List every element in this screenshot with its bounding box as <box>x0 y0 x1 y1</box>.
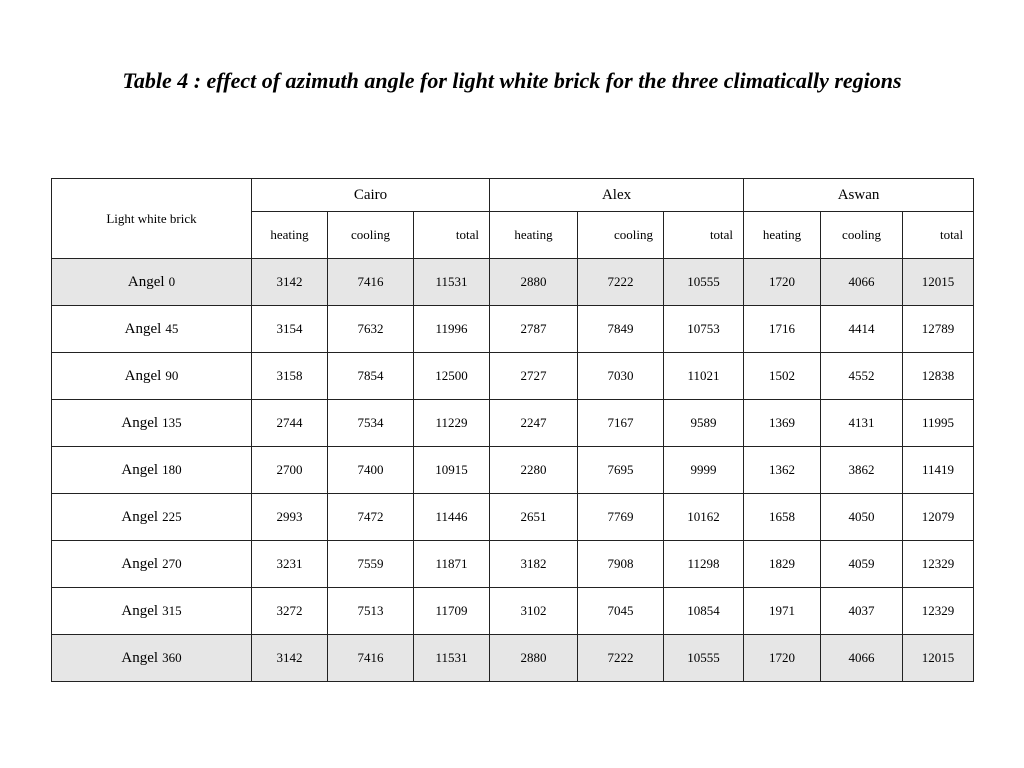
cairo-cooling-header: cooling <box>328 212 414 259</box>
table-row <box>52 588 974 635</box>
row-label <box>52 353 252 400</box>
table-row <box>52 353 974 400</box>
table-cell: 11298 <box>664 541 744 588</box>
table-cell: 7030 <box>578 353 664 400</box>
row-angle: 45 <box>165 320 179 336</box>
table-cell: 12500 <box>414 353 490 400</box>
table-cell: 7769 <box>578 494 664 541</box>
alex-total-header: total <box>664 212 744 259</box>
table-cell: 7908 <box>578 541 664 588</box>
table-cell: 2880 <box>490 259 578 306</box>
row-angle: 270 <box>162 555 182 571</box>
table-cell: 11531 <box>414 259 490 306</box>
table-cell: 11446 <box>414 494 490 541</box>
table-cell: 12015 <box>903 259 974 306</box>
table-row <box>52 494 974 541</box>
cairo-total-header: total <box>414 212 490 259</box>
table-cell: 3158 <box>252 353 328 400</box>
table-row <box>52 635 974 682</box>
aswan-total-header: total <box>903 212 974 259</box>
row-label-text: Angel <box>121 414 159 431</box>
row-angle: 180 <box>162 461 182 477</box>
row-label <box>52 588 252 635</box>
row-label-text: Angel <box>124 367 162 384</box>
table-cell: 10753 <box>664 306 744 353</box>
table-cell: 2727 <box>490 353 578 400</box>
row-label <box>52 541 252 588</box>
table-row <box>52 306 974 353</box>
region-header-row <box>52 179 974 212</box>
table-cell: 11871 <box>414 541 490 588</box>
table-cell: 3142 <box>252 635 328 682</box>
table-cell: 3231 <box>252 541 328 588</box>
row-label-text: Angel <box>121 555 159 572</box>
table-cell: 12329 <box>903 588 974 635</box>
table-cell: 7045 <box>578 588 664 635</box>
table-cell: 12789 <box>903 306 974 353</box>
alex-cooling-header: cooling <box>578 212 664 259</box>
table-cell: 2247 <box>490 400 578 447</box>
region-aswan: Aswan <box>744 179 974 212</box>
table-cell: 4552 <box>821 353 903 400</box>
corner-label: Light white brick <box>52 179 252 259</box>
table-cell: 7849 <box>578 306 664 353</box>
table-cell: 10555 <box>664 635 744 682</box>
table-cell: 7400 <box>328 447 414 494</box>
row-label-text: Angel <box>121 461 159 478</box>
table-cell: 4059 <box>821 541 903 588</box>
table-cell: 10854 <box>664 588 744 635</box>
table-cell: 11995 <box>903 400 974 447</box>
table-title: Table 4 : effect of azimuth angle for light white brick for the three climatically regions <box>122 68 902 93</box>
table-cell: 10555 <box>664 259 744 306</box>
row-angle: 315 <box>162 602 182 618</box>
row-label <box>52 400 252 447</box>
table-cell: 11531 <box>414 635 490 682</box>
table-cell: 4037 <box>821 588 903 635</box>
table-cell: 4066 <box>821 635 903 682</box>
row-angle: 225 <box>162 508 182 524</box>
table-cell: 4414 <box>821 306 903 353</box>
table-cell: 1658 <box>744 494 821 541</box>
table-cell: 1829 <box>744 541 821 588</box>
table-cell: 2651 <box>490 494 578 541</box>
table-cell: 9589 <box>664 400 744 447</box>
table-cell: 2993 <box>252 494 328 541</box>
row-angle: 0 <box>168 273 176 289</box>
table-cell: 12079 <box>903 494 974 541</box>
table-cell: 4050 <box>821 494 903 541</box>
row-label <box>52 259 252 306</box>
region-alex: Alex <box>490 179 744 212</box>
table-cell: 7167 <box>578 400 664 447</box>
row-label-text: Angel <box>121 602 159 619</box>
table-cell: 11419 <box>903 447 974 494</box>
table-cell: 2280 <box>490 447 578 494</box>
table-cell: 12015 <box>903 635 974 682</box>
table-cell: 3102 <box>490 588 578 635</box>
table-cell: 12329 <box>903 541 974 588</box>
table-cell: 11229 <box>414 400 490 447</box>
table-cell: 7222 <box>578 259 664 306</box>
aswan-cooling-header: cooling <box>821 212 903 259</box>
row-angle: 135 <box>162 414 182 430</box>
table-cell: 10162 <box>664 494 744 541</box>
cairo-heating-header: heating <box>252 212 328 259</box>
alex-heating-header: heating <box>490 212 578 259</box>
table-cell: 1369 <box>744 400 821 447</box>
row-label <box>52 306 252 353</box>
table-cell: 11709 <box>414 588 490 635</box>
table-cell: 2744 <box>252 400 328 447</box>
table-cell: 2880 <box>490 635 578 682</box>
table-cell: 7534 <box>328 400 414 447</box>
table-cell: 10915 <box>414 447 490 494</box>
table-cell: 2700 <box>252 447 328 494</box>
table-cell: 4066 <box>821 259 903 306</box>
aswan-heating-header: heating <box>744 212 821 259</box>
table-row <box>52 400 974 447</box>
table-cell: 3272 <box>252 588 328 635</box>
table-cell: 1362 <box>744 447 821 494</box>
table-cell: 7513 <box>328 588 414 635</box>
table-cell: 11021 <box>664 353 744 400</box>
row-angle: 360 <box>162 649 182 665</box>
table-cell: 7854 <box>328 353 414 400</box>
table-row <box>52 447 974 494</box>
table-cell: 7416 <box>328 259 414 306</box>
table-cell: 3862 <box>821 447 903 494</box>
table-cell: 7559 <box>328 541 414 588</box>
table-cell: 1720 <box>744 259 821 306</box>
table-cell: 7416 <box>328 635 414 682</box>
table-cell: 11996 <box>414 306 490 353</box>
table-row <box>52 541 974 588</box>
row-label <box>52 447 252 494</box>
table-cell: 3142 <box>252 259 328 306</box>
table-cell: 7632 <box>328 306 414 353</box>
region-cairo: Cairo <box>252 179 490 212</box>
row-label-text: Angel <box>121 649 159 666</box>
table-cell: 1502 <box>744 353 821 400</box>
table-cell: 3154 <box>252 306 328 353</box>
row-label <box>52 635 252 682</box>
table-cell: 12838 <box>903 353 974 400</box>
table-cell: 1716 <box>744 306 821 353</box>
table-cell: 9999 <box>664 447 744 494</box>
table-cell: 1720 <box>744 635 821 682</box>
row-label <box>52 494 252 541</box>
row-label-text: Angel <box>124 320 162 337</box>
table-cell: 3182 <box>490 541 578 588</box>
table-cell: 7472 <box>328 494 414 541</box>
table-cell: 1971 <box>744 588 821 635</box>
row-label-text: Angel <box>127 273 165 290</box>
table-cell: 2787 <box>490 306 578 353</box>
table-row <box>52 259 974 306</box>
table-cell: 7222 <box>578 635 664 682</box>
row-label-text: Angel <box>121 508 159 525</box>
table-cell: 4131 <box>821 400 903 447</box>
azimuth-table <box>51 178 974 682</box>
table-cell: 7695 <box>578 447 664 494</box>
row-angle: 90 <box>165 367 179 383</box>
